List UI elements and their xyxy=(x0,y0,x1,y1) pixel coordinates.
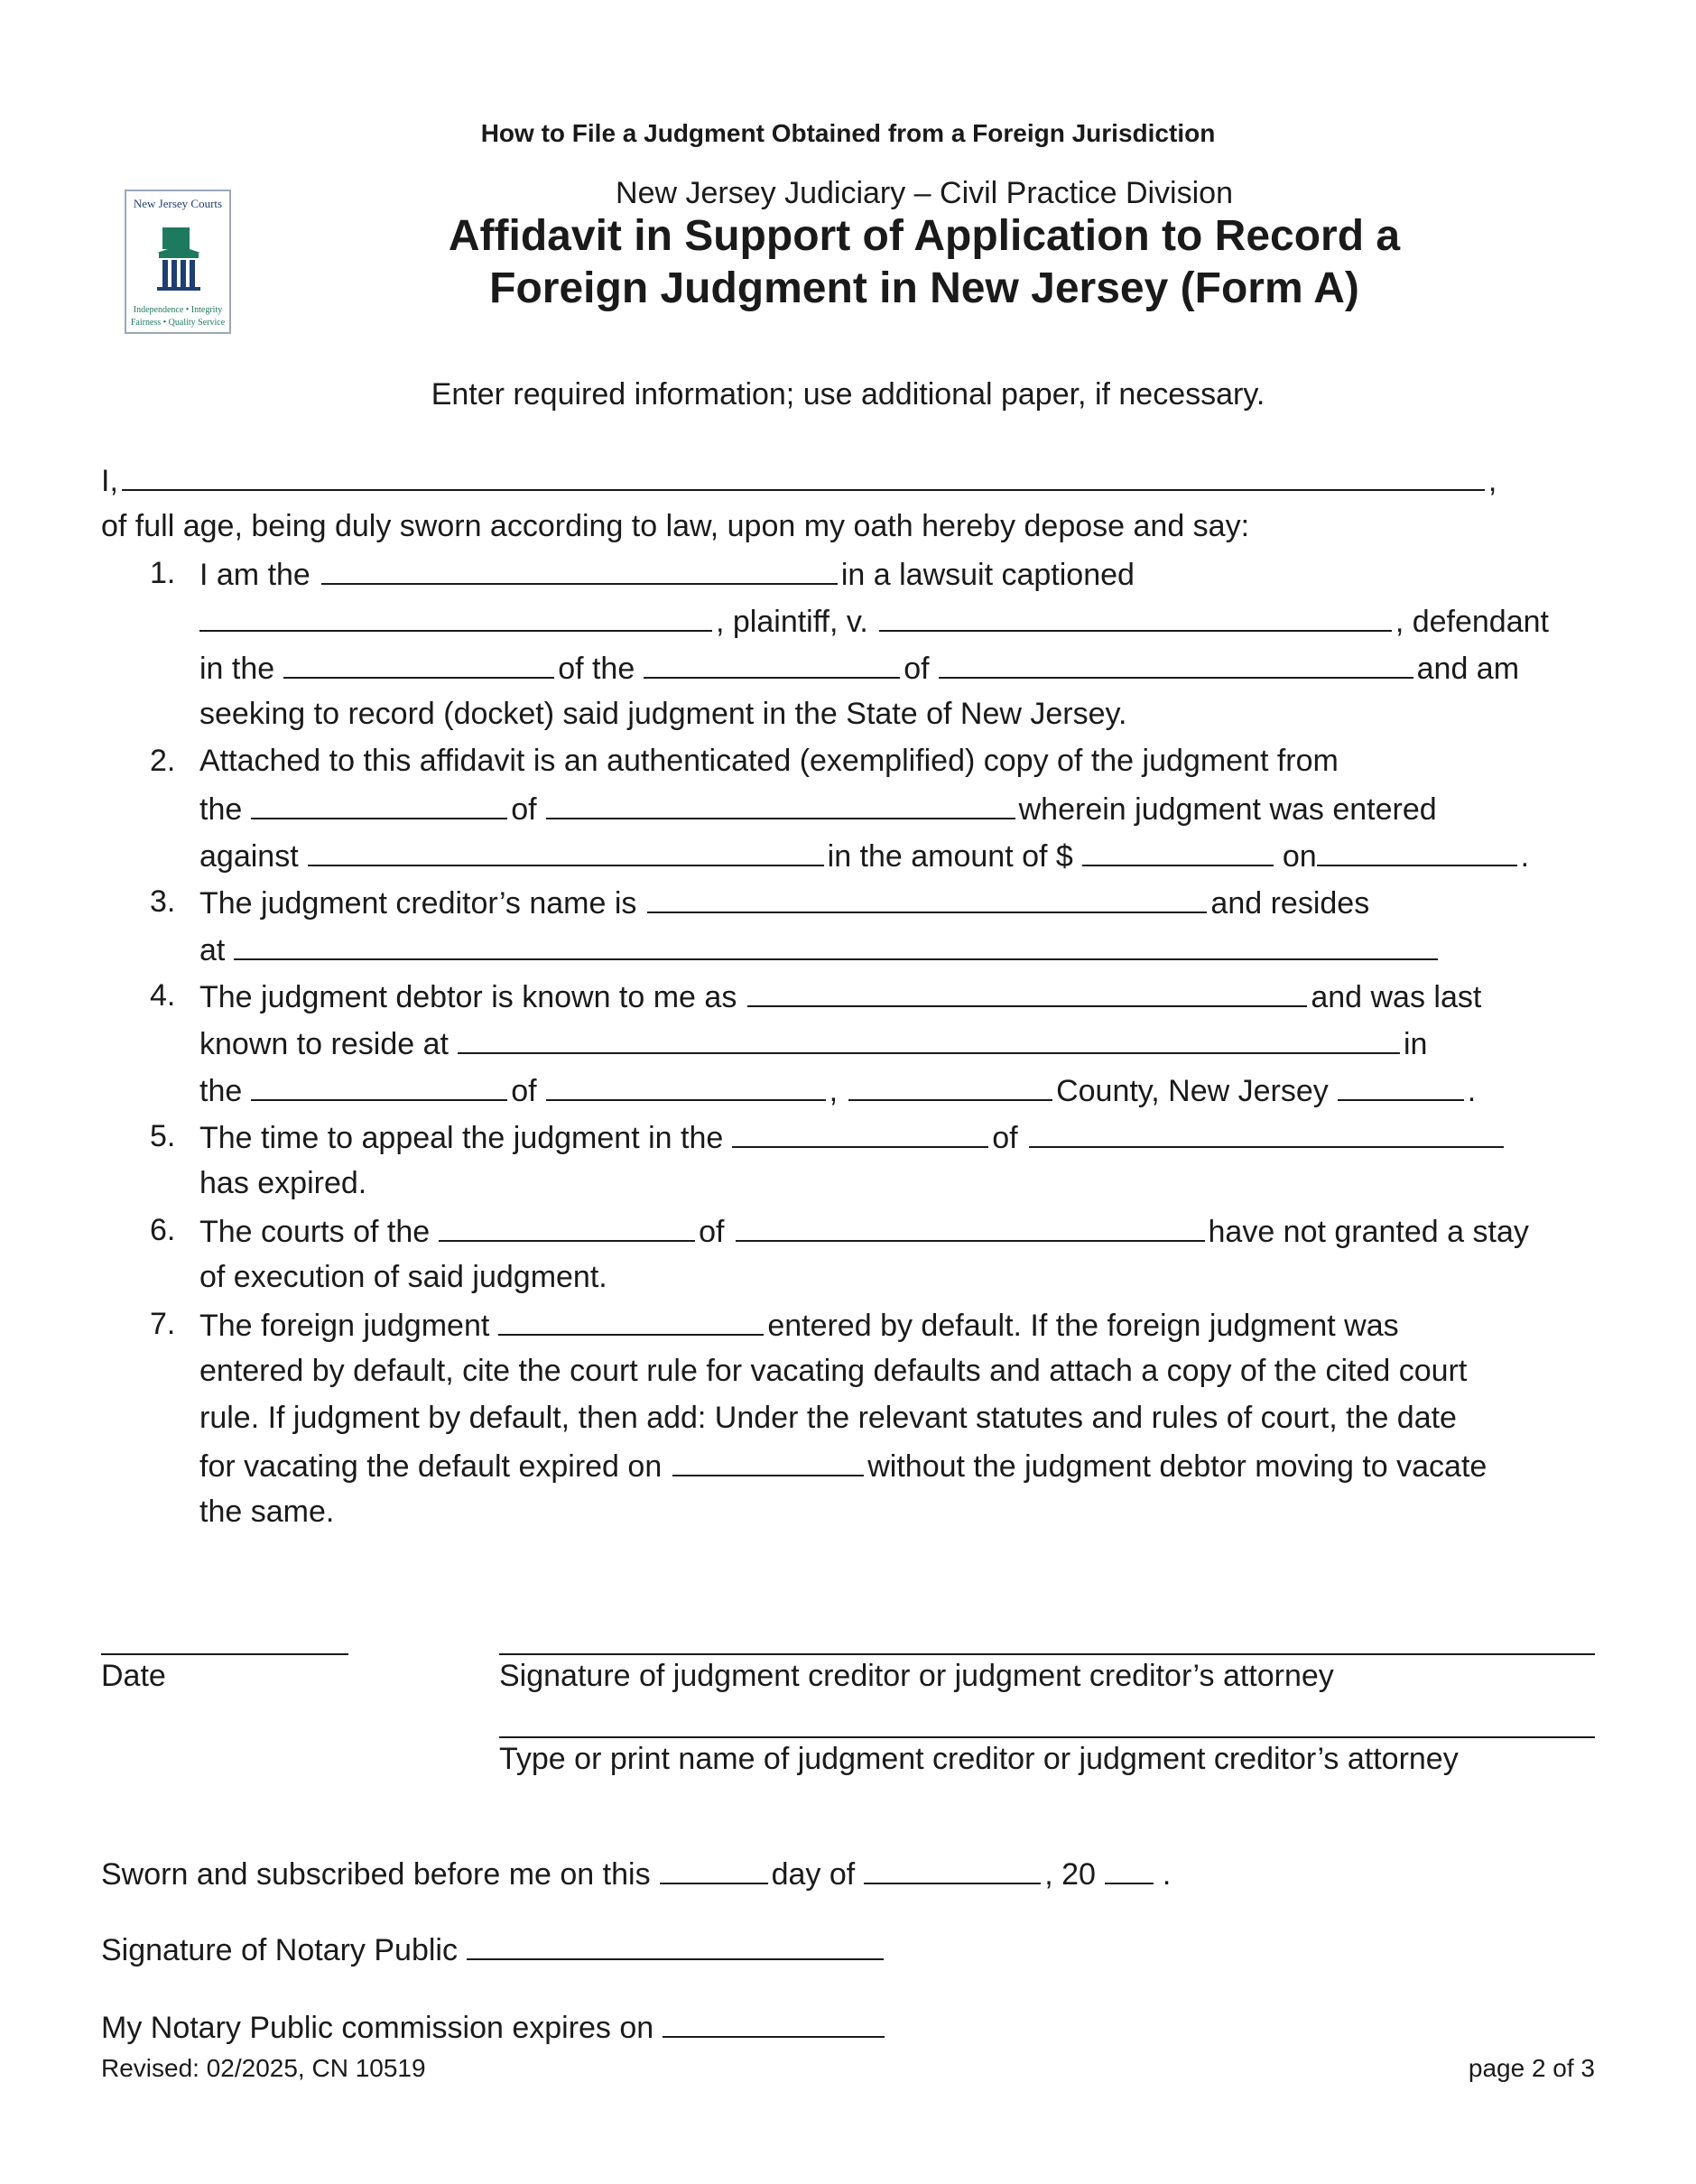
defendant-field[interactable] xyxy=(879,603,1392,632)
text: . xyxy=(1162,1857,1172,1892)
item-3-line-2 xyxy=(199,931,1441,968)
item-1-line-1 xyxy=(199,556,1135,593)
year-field[interactable] xyxy=(1105,1855,1154,1884)
text: and am xyxy=(1416,652,1520,686)
page-number: page 2 of 3 xyxy=(1468,2054,1595,2082)
intro-oath: of full age, being duly sworn according to law, upon my oath hereby depose and say: xyxy=(101,509,1250,543)
item-1-line-4: seeking to record (docket) said judgment in the State of New Jersey. xyxy=(199,697,1127,731)
court-field[interactable] xyxy=(283,650,554,679)
default-expiry-date-field[interactable] xyxy=(672,1448,864,1476)
text: , 20 xyxy=(1044,1857,1096,1892)
print-name-line[interactable] xyxy=(499,1736,1595,1738)
text: The judgment creditor’s name is xyxy=(199,886,637,921)
item-2-line-3 xyxy=(199,838,1529,875)
item-6-line-2: of execution of said judgment. xyxy=(199,1260,607,1294)
text: in the amount of $ xyxy=(827,839,1073,874)
intro-i: I, xyxy=(101,464,118,498)
text: The courts of the xyxy=(199,1215,431,1249)
debtor-field[interactable] xyxy=(308,838,824,866)
text: , defendant xyxy=(1395,605,1549,639)
plaintiff-field[interactable] xyxy=(199,603,712,632)
text: of xyxy=(511,792,537,827)
text: , plaintiff, v. xyxy=(716,605,868,639)
court-field[interactable] xyxy=(732,1119,988,1148)
affiant-name-field[interactable] xyxy=(122,462,1485,491)
commission-expiry-field[interactable] xyxy=(663,2009,885,2038)
text: . xyxy=(1467,1074,1477,1108)
day-field[interactable] xyxy=(660,1855,768,1884)
text: entered by default. If the foreign judgment was xyxy=(767,1309,1399,1343)
logo-name: New Jersey Courts xyxy=(133,197,223,210)
text: wherein judgment was entered xyxy=(1018,792,1437,827)
text: of xyxy=(699,1215,725,1249)
text: have not granted a stay xyxy=(1208,1215,1529,1249)
jurisdiction-field[interactable] xyxy=(546,791,1015,819)
text: Sworn and subscribed before me on this xyxy=(101,1857,651,1892)
month-field[interactable] xyxy=(864,1855,1041,1884)
jurisdiction-type-field[interactable] xyxy=(439,1213,695,1242)
text: without the judgment debtor moving to vacate xyxy=(867,1449,1487,1484)
division: New Jersey Judiciary – Civil Practice Division xyxy=(616,176,1233,210)
text: day of xyxy=(771,1857,856,1892)
text: I am the xyxy=(199,558,310,592)
text: County, New Jersey xyxy=(1056,1074,1329,1108)
text: in a lawsuit captioned xyxy=(840,558,1135,592)
notary-signature-field[interactable] xyxy=(467,1931,884,1960)
jurisdiction-field[interactable] xyxy=(736,1213,1205,1242)
text: The time to appeal the judgment in the xyxy=(199,1121,724,1155)
item-number: 5. xyxy=(150,1119,176,1153)
item-7-line-4 xyxy=(199,1448,1487,1485)
text: of the xyxy=(558,652,635,686)
party-role-field[interactable] xyxy=(321,556,838,585)
jurisdiction-field[interactable] xyxy=(1029,1119,1504,1148)
sworn-line xyxy=(101,1855,1171,1892)
notary-expiry-line xyxy=(101,2009,888,2046)
intro-comma: , xyxy=(1487,464,1497,498)
item-2-line-1: Attached to this affidavit is an authenticated (exemplified) copy of the judgment from xyxy=(199,744,1339,778)
revised-footer: Revised: 02/2025, CN 10519 xyxy=(101,2054,426,2082)
item-7-line-5: the same. xyxy=(199,1495,335,1529)
item-number: 2. xyxy=(150,744,176,778)
text: Signature of Notary Public xyxy=(101,1933,458,1967)
text: The judgment debtor is known to me as xyxy=(199,980,737,1014)
text: the xyxy=(199,792,243,827)
text: in the xyxy=(199,652,275,686)
print-name-label: Type or print name of judgment creditor or judgment creditor’s attorney xyxy=(499,1742,1459,1776)
text: of xyxy=(904,652,930,686)
item-7-line-2: entered by default, cite the court rule for vacating defaults and attach a copy of the cited court xyxy=(199,1354,1468,1388)
item-4-line-2 xyxy=(199,1025,1427,1062)
text: My Notary Public commission expires on xyxy=(101,2011,654,2045)
item-number: 7. xyxy=(150,1307,176,1341)
item-6-line-1 xyxy=(199,1213,1529,1250)
text: The foreign judgment xyxy=(199,1309,490,1343)
municipality-type-field[interactable] xyxy=(251,1072,507,1101)
item-1-line-3 xyxy=(199,650,1519,687)
text: , xyxy=(829,1074,839,1108)
top-title: How to File a Judgment Obtained from a Foreign Jurisdiction xyxy=(480,119,1216,147)
text: and was last xyxy=(1311,980,1482,1014)
text: of xyxy=(511,1074,537,1108)
default-status-field[interactable] xyxy=(498,1307,764,1336)
municipality-field[interactable] xyxy=(546,1072,826,1101)
debtor-name-field[interactable] xyxy=(747,978,1307,1007)
creditor-signature-line[interactable] xyxy=(499,1653,1595,1655)
instructions: Enter required information; use additional paper, if necessary. xyxy=(431,377,1265,412)
item-7-line-1 xyxy=(199,1307,1399,1344)
item-7-line-3: rule. If judgment by default, then add: Under the relevant statutes and rules of court, the date xyxy=(199,1401,1457,1435)
court-field[interactable] xyxy=(251,791,507,819)
item-number: 4. xyxy=(150,978,176,1013)
creditor-address-field[interactable] xyxy=(234,931,1438,960)
item-4-line-1 xyxy=(199,978,1481,1015)
text: of xyxy=(992,1121,1018,1155)
item-4-line-3 xyxy=(199,1072,1476,1109)
notary-signature-line xyxy=(101,1931,887,1968)
date-signature-line[interactable] xyxy=(101,1653,348,1655)
item-2-line-2 xyxy=(199,791,1437,828)
text: in xyxy=(1403,1027,1428,1061)
county-field[interactable] xyxy=(848,1072,1052,1101)
date-label: Date xyxy=(101,1659,166,1693)
text: against xyxy=(199,839,299,874)
intro-line xyxy=(101,462,1497,499)
text: known to reside at xyxy=(199,1027,449,1061)
item-3-line-1 xyxy=(199,884,1369,921)
text: and resides xyxy=(1210,886,1370,921)
logo-motto-2: Fairness • Quality Service xyxy=(130,318,226,328)
item-number: 6. xyxy=(150,1213,176,1247)
amount-field[interactable] xyxy=(1082,838,1274,866)
text: . xyxy=(1520,839,1530,874)
item-5-line-2: has expired. xyxy=(199,1166,367,1200)
item-1-line-2 xyxy=(199,603,1549,640)
debtor-address-field[interactable] xyxy=(458,1025,1400,1054)
jurisdiction-name-field[interactable] xyxy=(939,650,1413,679)
creditor-name-field[interactable] xyxy=(647,884,1207,913)
jurisdiction-type-field[interactable] xyxy=(644,650,900,679)
logo-motto-1: Independence • Integrity xyxy=(133,305,223,315)
item-number: 1. xyxy=(150,556,176,590)
text: the xyxy=(199,1074,243,1108)
item-number: 3. xyxy=(150,884,176,919)
text: for vacating the default expired on xyxy=(199,1449,663,1484)
zip-field[interactable] xyxy=(1338,1072,1464,1101)
form-title-line-2: Foreign Judgment in New Jersey (Form A) xyxy=(489,264,1359,312)
form-title-line-1: Affidavit in Support of Application to Record a xyxy=(448,212,1401,260)
text: on xyxy=(1282,839,1317,874)
item-5-line-1 xyxy=(199,1119,1507,1156)
text: at xyxy=(199,933,226,967)
judgment-date-field[interactable] xyxy=(1317,838,1517,866)
signature-label: Signature of judgment creditor or judgment creditor’s attorney xyxy=(499,1659,1334,1693)
